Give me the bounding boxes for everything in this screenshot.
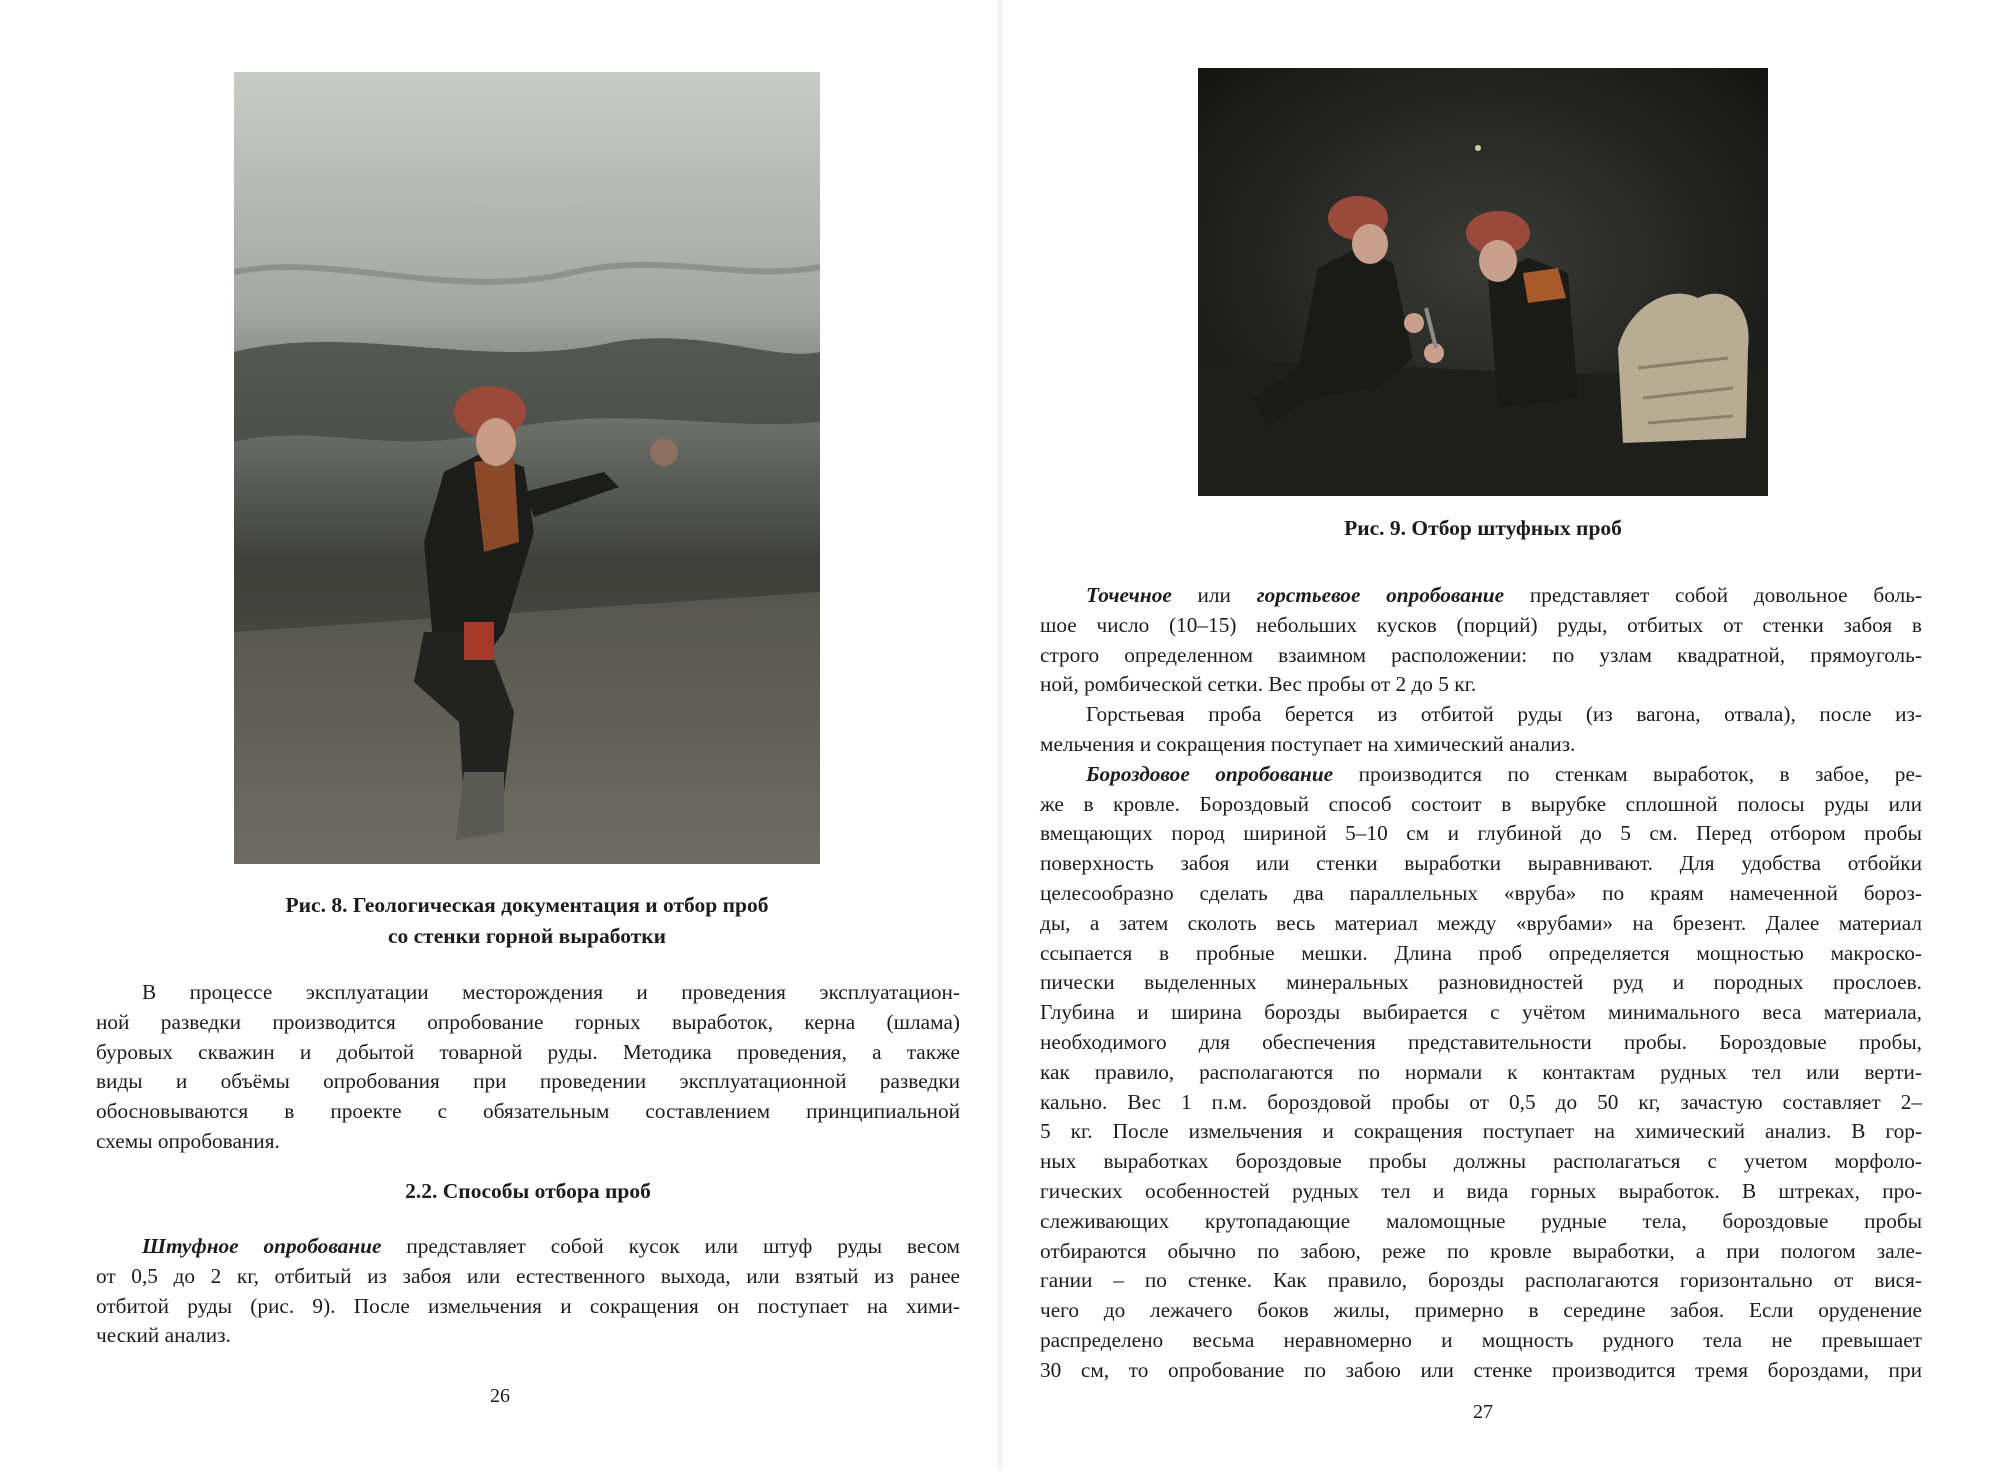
figure-8-caption-line2: со стенки горной выработки: [387, 924, 667, 948]
text-line: чего до лежачего боков жилы, примерно в середине забоя. Если оруденение: [1040, 1298, 1922, 1323]
text-fragment: или: [1171, 583, 1257, 607]
text-line: гических особенностей рудных тел и вида горных выработок. В штреках, про-: [1040, 1178, 1922, 1203]
text-line: вмещающих пород шириной 5–10 см и глубиной до 5 см. Перед отбором пробы: [1040, 821, 1922, 846]
text-line: [1040, 581, 1922, 611]
text-line: [96, 1232, 960, 1262]
text-line: же в кровле. Бороздовый способ состоит в вырубке сплошной полосы руды или: [1040, 791, 1922, 816]
text-line: распределено весьма неравномерно и мощность рудного тела не превышает: [1040, 1327, 1922, 1352]
text-line: отбираются обычно по забою, реже по кровле выработки, а при пологом зале-: [1040, 1238, 1922, 1263]
text-line: обосновываются в проекте с обязательным составлением принципиальной: [96, 1099, 960, 1124]
text-line: целесообразно сделать два параллельных «вруба» по краям намеченной бороз-: [1040, 880, 1922, 905]
text-line: шое число (10–15) небольших кусков (порций) руды, отбитых от стенки забоя в: [1040, 612, 1922, 637]
text-line: [1040, 760, 1922, 790]
text-line: Глубина и ширина борозды выбирается с учётом минимального веса материала,: [1040, 1000, 1922, 1025]
term-borozdovoe: Бороздовое опробование: [1086, 761, 1334, 786]
figure-8-illustration: [234, 72, 820, 864]
figure-9-caption: Рис. 9. Отбор штуфных проб: [1344, 516, 1622, 540]
text-line: 5 кг. После измельчения и сокращения поступает на химический анализ. В гор-: [1040, 1119, 1922, 1144]
text-line: как правило, располагаются по нормали к контактам рудных тел или верти-: [1040, 1059, 1922, 1084]
text-line: поверхность забоя или стенки выработки выравнивают. Для удобства отбойки: [1040, 851, 1922, 876]
text-line: ды, а затем сколоть весь материал между «врубами» на брезент. Далее материал: [1040, 910, 1922, 935]
text-line: 30 см, то опробование по забою или стенке производится тремя бороздами, при: [1040, 1357, 1922, 1382]
text-line: пически выделенных минеральных разновидностей руд и породных прослоев.: [1040, 970, 1922, 995]
section-heading: 2.2. Способы отбора проб: [405, 1179, 651, 1203]
text-fragment: представляет собой довольное боль-: [1504, 583, 1922, 607]
text-line: мельчения и сокращения поступает на химический анализ.: [1040, 731, 1576, 756]
page-number-right: 27: [1473, 1401, 1493, 1423]
text-line: виды и объёмы опробования при проведении эксплуатационной разведки: [96, 1069, 960, 1094]
term-tochechnoe: Точечное: [1086, 583, 1172, 607]
figure-9-photo: [1198, 68, 1768, 496]
text-fragment: производится по стенкам выработок, в забое, ре-: [1333, 761, 1922, 786]
left-paragraph-1: [96, 978, 960, 1157]
figure-8-caption-line1: Рис. 8. Геологическая документация и отбор проб: [285, 893, 769, 917]
text-line: от 0,5 до 2 кг, отбитый из забоя или естественного выхода, или взятый из ранее: [96, 1263, 960, 1288]
text-line: В процессе эксплуатации месторождения и проведения эксплуатацион-: [142, 980, 960, 1004]
text-line: схемы опробования.: [96, 1128, 280, 1153]
right-paragraph-1: [1040, 581, 1922, 1386]
page-number-left: 26: [490, 1385, 510, 1407]
figure-8-caption: [234, 890, 820, 952]
text-fragment: представляет собой кусок или штуф руды весом: [381, 1234, 961, 1258]
left-paragraph-2: [96, 1232, 960, 1351]
text-line: ческий анализ.: [96, 1323, 231, 1348]
text-line: ной, ромбической сетки. Вес пробы от 2 до 5 кг.: [1040, 672, 1477, 697]
term-gorstevoe: горстьевое опробование: [1256, 583, 1505, 607]
text-line: ссыпается в пробные мешки. Длина проб определяется мощностью макроско-: [1040, 940, 1922, 965]
term-shtufnoe: Штуфное опробование: [142, 1234, 382, 1258]
text-line: кально. Вес 1 п.м. бороздовой пробы от 0,5 до 50 кг, зачастую составляет 2–: [1040, 1089, 1922, 1114]
text-line: необходимого для обеспечения представительности пробы. Бороздовые пробы,: [1040, 1029, 1922, 1054]
figure-9-illustration: [1198, 68, 1768, 496]
text-line: Горстьевая проба берется из отбитой руды (из вагона, отвала), после из-: [1086, 702, 1922, 727]
text-line: строго определенном взаимном расположении: по узлам квадратной, прямоуголь-: [1040, 642, 1922, 667]
text-line: слеживающих крутопадающие маломощные рудные тела, бороздовые пробы: [1040, 1208, 1922, 1233]
figure-8-photo: [234, 72, 820, 864]
text-line: отбитой руды (рис. 9). После измельчения и сокращения он поступает на хими-: [96, 1293, 960, 1318]
right-page: [1000, 0, 2000, 1471]
text-line: буровых скважин и добытой товарной руды. Методика проведения, а также: [96, 1039, 960, 1064]
text-line: ных выработках бороздовые пробы должны располагаться с учетом морфоло-: [1040, 1149, 1922, 1174]
text-line: ной разведки производится опробование горных выработок, керна (шлама): [96, 1009, 960, 1034]
text-line: гании – по стенке. Как правило, борозды располагаются горизонтально от вися-: [1040, 1268, 1922, 1293]
